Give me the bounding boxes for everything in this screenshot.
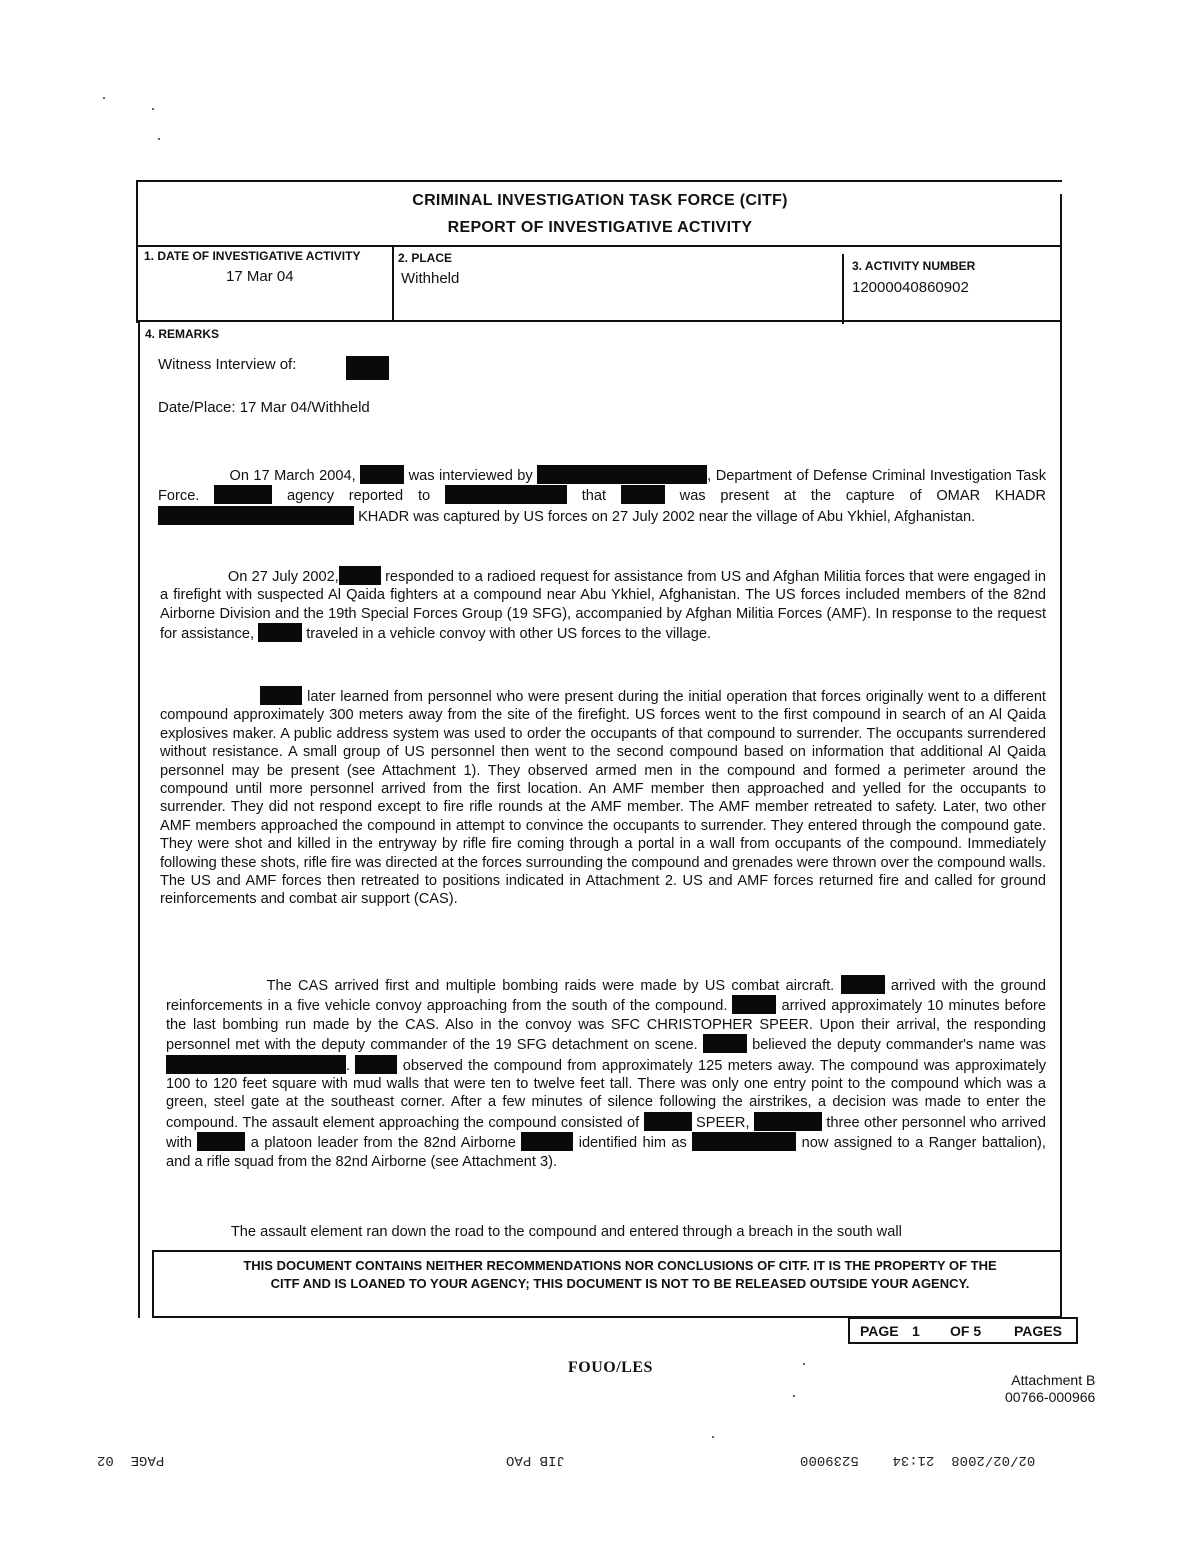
remarks-paragraph-4: [166, 975, 1046, 1171]
scan-speck: [803, 1363, 805, 1365]
p4-text-g: SPEER,: [695, 1114, 750, 1131]
field-divider-1: [392, 247, 394, 320]
remarks-paragraph-3: [160, 686, 1046, 909]
p2-text-b: responded to a radioed request for assistance from US and Afghan Militia forces that were engaged in a firefight with suspected Al Qaida fighters at a compound near Abu Ykhiel, Afghanistan. The US forces included members of the 82nd Airborne Division and the 19th Special Forces Group (19 SFG), accompanied by Afghan Militia Forces (AMF). In response to the request for assistance,: [160, 569, 1046, 643]
notice-line-2: CITF AND IS LOANED TO YOUR AGENCY; THIS DOCUMENT IS NOT TO BE RELEASED OUTSIDE YOUR AGENCY.: [270, 1276, 970, 1291]
remarks-label: 4. REMARKS: [145, 327, 220, 341]
fields-bottom-divider: [136, 320, 1062, 322]
redaction-box: [692, 1132, 796, 1151]
remarks-paragraph-5: [166, 1223, 1046, 1241]
header-divider: [136, 245, 1062, 247]
p4-text-c: arrived approximately 10 minutes before the last bombing run made by the CAS. Also in the convoy was SFC CHRISTOPHER SPEER. Upon their arrival, the responding personnel met with the deputy commander of the 19 SFG detachment on scene.: [166, 998, 1046, 1054]
redaction-box: [339, 566, 381, 585]
p1-text-d: agency reported to: [286, 488, 431, 505]
page-number: 1: [912, 1323, 920, 1339]
redaction-box: [703, 1034, 747, 1053]
form-border-left-upper: [136, 180, 138, 323]
place-label: 2. PLACE: [398, 251, 453, 265]
p1-text-b: was interviewed by: [408, 468, 533, 484]
form-border-right: [1060, 194, 1062, 1319]
scan-speck: [158, 138, 160, 140]
redaction-box: [346, 356, 389, 380]
page-count-box: [848, 1317, 1078, 1344]
bates-number: 00766-000966: [1005, 1389, 1096, 1405]
p4-text-f: observed the compound from approximately 125 meters away. The compound was approximately 100 to 120 feet square with mud walls that were ten to twelve feet tall. There was only one entry point to the compound which was a green, steel gate at the southeast corner. After a few minutes of silence following the airstrikes, a decision was made to enter the compound. The assault element approaching the compound consisted of: [166, 1057, 1046, 1131]
date-place-line: Date/Place: 17 Mar 04/Withheld: [158, 399, 370, 416]
redaction-box: [754, 1112, 822, 1131]
classification-marking: FOUO/LES: [568, 1359, 653, 1376]
p2-text-a: On 27 July 2002,: [227, 569, 339, 585]
place-value: Withheld: [401, 270, 460, 287]
pages-word: PAGES: [1014, 1323, 1062, 1339]
notice-border-left: [152, 1250, 154, 1318]
p1-text-g: KHADR was captured by US forces on 27 July 2002 near the village of Abu Ykhiel, Afghanistan.: [358, 508, 976, 525]
p3-text: later learned from personnel who were present during the initial operation that forces originally went to a different compound approximately 300 meters away from the site of the firefight. US forces went to the first compound in search of an Al Qaida explosives maker. A public address system was used to order the occupants of that compound to surrender. The occupants surrendered without resistance. A small group of US personnel then went to the second compound based on information that additional Al Qaida personnel may be present (see Attachment 1). They observed armed men in the compound and formed a perimeter around the compound until more personnel arrived from the first location. An AMF member then approached and yelled for the occupants to surrender. They did not respond except to fire rifle rounds at the AMF member. The AMF member retreated to safety. Later, two other AMF members approached the compound in attempt to convince the occupants to surrender. They entered through the compound gate. They were shot and killed in the entryway by rifle fire coming through a portal in a wall from occupants of the compound. Immediately following these shots, rifle fire was directed at the forces surrounding the compound and grenades were thrown over the compound walls. The US and AMF forces then retreated to positions indicated in Attachment 2. US and AMF forces returned fire and called for ground reinforcements and combat air support (CAS).: [160, 689, 1046, 908]
scan-speck: [103, 97, 105, 99]
page-word: PAGE: [860, 1323, 899, 1339]
witness-line: [158, 356, 296, 373]
redaction-box: [644, 1112, 692, 1131]
activity-number-value: 12000040860902: [852, 279, 969, 296]
p4-text-i: a platoon leader from the 82nd Airborne: [250, 1135, 516, 1152]
redaction-box: [355, 1055, 397, 1074]
p4-text-a: The CAS arrived first and multiple bombing raids were made by US combat aircraft.: [266, 978, 835, 994]
p4-text-h: three other personnel who arrived with: [166, 1114, 1047, 1152]
p1-text-a: On 17 March 2004,: [229, 468, 356, 484]
p4-text-j: identified him as: [578, 1135, 687, 1152]
form-title: CRIMINAL INVESTIGATION TASK FORCE (CITF): [412, 192, 788, 209]
p1-text-f: was present at the capture of OMAR KHADR: [679, 488, 1046, 505]
p2-text-c: traveled in a vehicle convoy with other US forces to the village.: [306, 626, 711, 643]
remarks-paragraph-1: [158, 465, 1046, 526]
fax-header-sender: JIB PAO: [506, 1452, 565, 1468]
redaction-box: [841, 975, 885, 994]
page-total: OF 5: [950, 1323, 982, 1339]
witness-label: Witness Interview of:: [158, 356, 297, 373]
scan-speck: [152, 108, 154, 110]
redaction-box: [360, 465, 404, 484]
field-divider-2: [842, 254, 844, 324]
form-border-left-lower: [138, 322, 140, 1318]
fax-header-page: PAGE 02: [97, 1452, 165, 1468]
attachment-stamp: [1005, 1372, 1095, 1406]
p4-text-b: arrived with the ground reinforcements in a five vehicle convoy approaching from the south of the compound.: [166, 978, 1046, 1015]
form-subtitle: REPORT OF INVESTIGATIVE ACTIVITY: [447, 219, 753, 236]
redaction-box: [521, 1132, 573, 1151]
p4-text-e: .: [346, 1057, 351, 1074]
redaction-box: [621, 485, 665, 504]
redaction-box: [537, 465, 707, 484]
fax-header-datetime: 02/02/2008 21:34 5239000: [800, 1452, 1036, 1468]
scan-speck: [793, 1395, 795, 1397]
redaction-box: [158, 506, 354, 525]
activity-number-label: 3. ACTIVITY NUMBER: [852, 259, 976, 273]
p1-text-c: , Department of Defense Criminal Investigation Task Force.: [158, 468, 1046, 505]
redaction-box: [445, 485, 567, 504]
p4-text-k: now assigned to a Ranger battalion), and a rifle squad from the 82nd Airborne (see Attachment 3).: [166, 1135, 1046, 1170]
p5-text: The assault element ran down the road to the compound and entered through a breach in the south wall: [230, 1224, 902, 1240]
redaction-box: [166, 1055, 346, 1074]
date-value: 17 Mar 04: [226, 268, 294, 285]
notice-line-1: THIS DOCUMENT CONTAINS NEITHER RECOMMENDATIONS NOR CONCLUSIONS OF CITF. IT IS THE PROPERTY OF THE: [243, 1258, 997, 1273]
form-border-top: [136, 180, 1062, 182]
scan-speck: [712, 1436, 714, 1438]
redaction-box: [258, 623, 302, 642]
attachment-label: Attachment B: [1011, 1372, 1096, 1388]
date-label: 1. DATE OF INVESTIGATIVE ACTIVITY: [144, 249, 361, 263]
redaction-box: [260, 686, 302, 705]
redaction-box: [732, 995, 776, 1014]
notice-border-top: [152, 1250, 1062, 1252]
redaction-box: [197, 1132, 245, 1151]
p4-text-d: believed the deputy commander's name was: [752, 1037, 1046, 1054]
redaction-box: [214, 485, 272, 504]
remarks-paragraph-2: [160, 566, 1046, 644]
p1-text-e: that: [581, 488, 607, 505]
